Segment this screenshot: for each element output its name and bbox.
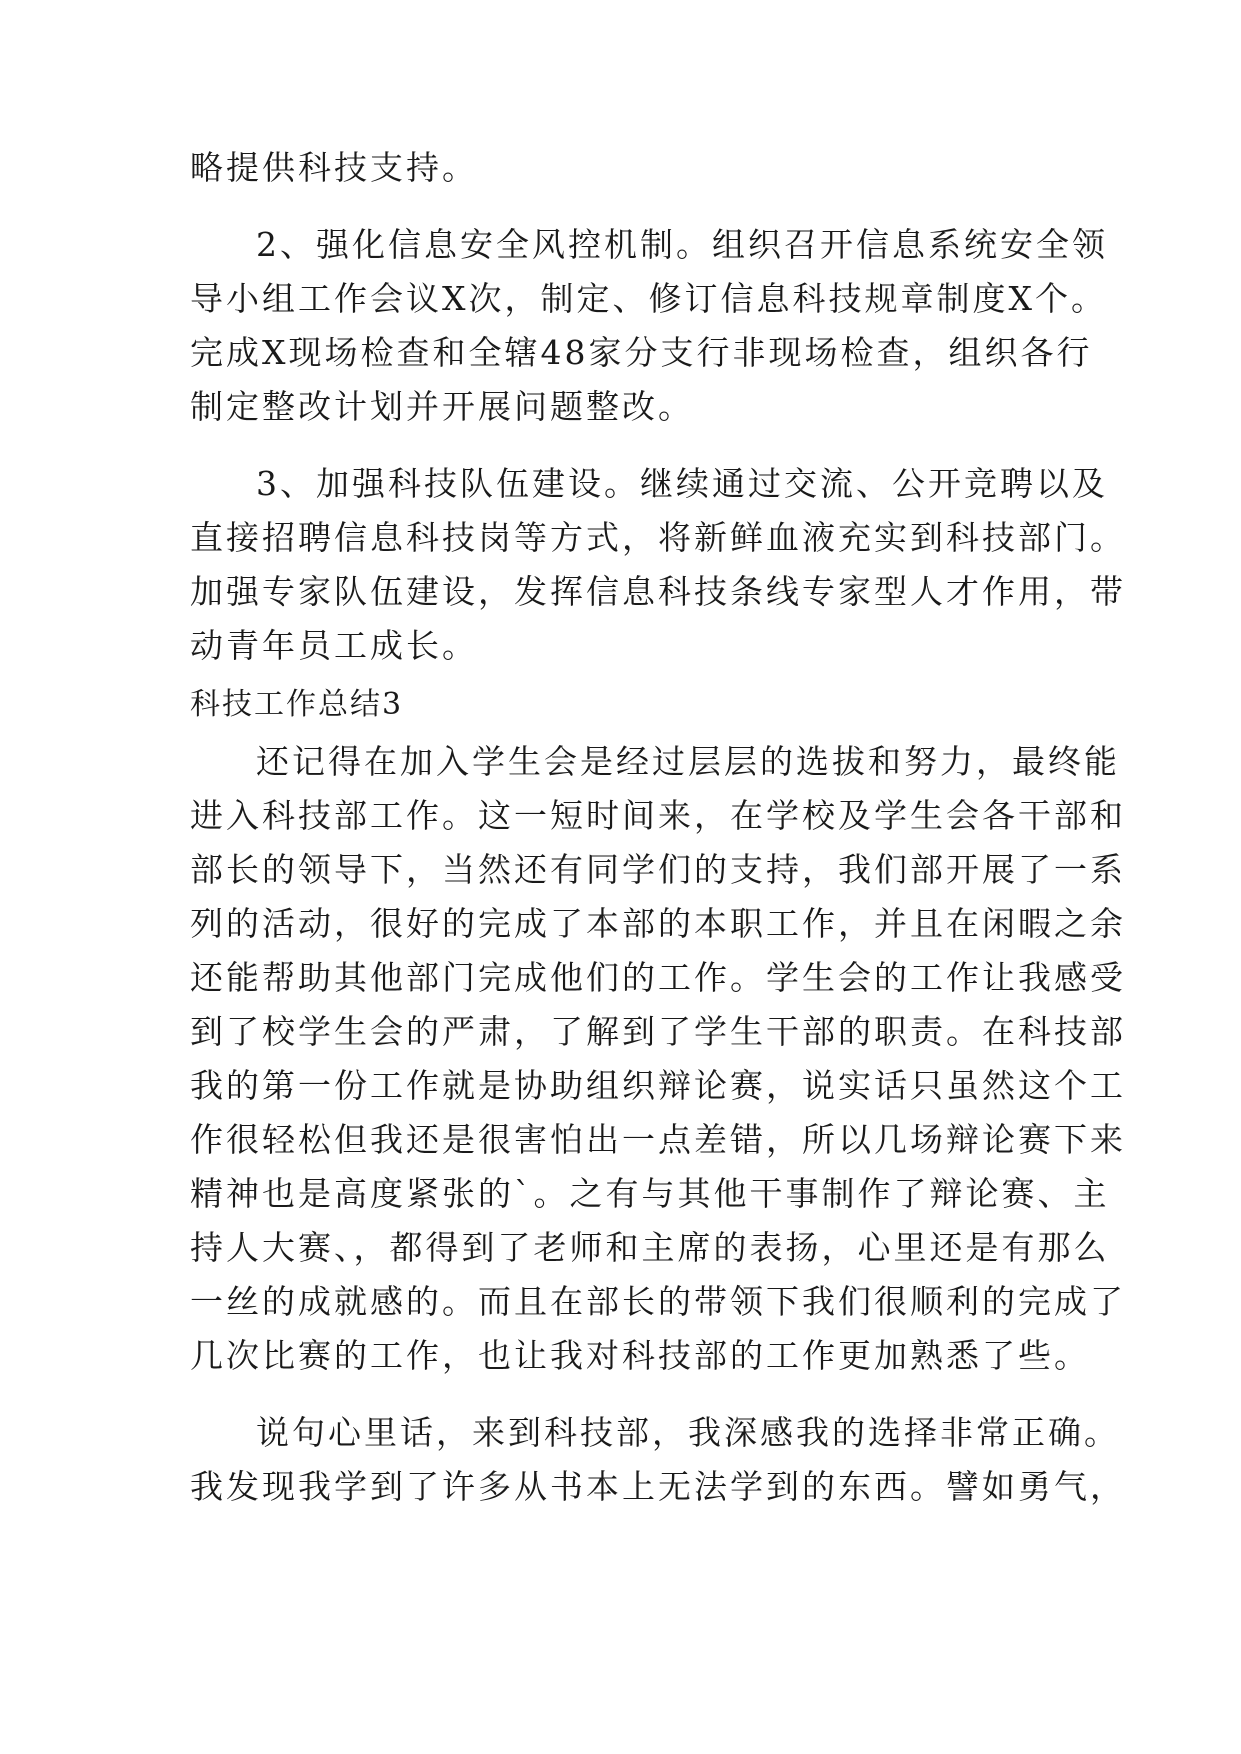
text-line: 说句心里话，来到科技部，我深感我的选择非常正确。 xyxy=(256,1413,1120,1452)
text-line: 导小组工作会议X次，制定、修订信息科技规章制度X个。 xyxy=(190,279,1107,318)
text-line: 精神也是高度紧张的`。之有与其他干事制作了辩论赛、主 xyxy=(190,1174,1110,1213)
text-line: 持人大赛、，都得到了老师和主席的表扬，心里还是有那么 xyxy=(190,1228,1110,1267)
text-line: 略提供科技支持。 xyxy=(190,148,478,187)
text-line: 部长的领导下，当然还有同学们的支持，我们部开展了一系 xyxy=(190,850,1126,889)
text-line: 一丝的成就感的。而且在部长的带领下我们很顺利的完成了 xyxy=(190,1282,1126,1321)
section-heading: 科技工作总结3 xyxy=(190,687,404,722)
text-line: 几次比赛的工作，也让我对科技部的工作更加熟悉了些。 xyxy=(190,1336,1090,1375)
text-line: 还能帮助其他部门完成他们的工作。学生会的工作让我感受 xyxy=(190,958,1126,997)
text-line: 制定整改计划并开展问题整改。 xyxy=(190,387,694,426)
text-line: 动青年员工成长。 xyxy=(190,626,478,665)
text-line: 直接招聘信息科技岗等方式，将新鲜血液充实到科技部门。 xyxy=(190,518,1126,557)
text-line: 列的活动，很好的完成了本部的本职工作，并且在闲暇之余 xyxy=(190,904,1126,943)
text-line: 到了校学生会的严肃，了解到了学生干部的职责。在科技部 xyxy=(190,1012,1126,1051)
text-line: 作很轻松但我还是很害怕出一点差错，所以几场辩论赛下来 xyxy=(190,1120,1126,1159)
text-line: 我的第一份工作就是协助组织辩论赛，说实话只虽然这个工 xyxy=(190,1066,1126,1105)
text-line: 进入科技部工作。这一短时间来，在学校及学生会各干部和 xyxy=(190,796,1126,835)
text-line: 2、强化信息安全风控机制。组织召开信息系统安全领 xyxy=(256,225,1108,264)
text-line: 3、加强科技队伍建设。继续通过交流、公开竞聘以及 xyxy=(256,464,1108,503)
text-line: 加强专家队伍建设，发挥信息科技条线专家型人才作用，带 xyxy=(190,572,1126,611)
text-line: 完成X现场检查和全辖48家分支行非现场检查，组织各行 xyxy=(190,333,1093,372)
text-line: 还记得在加入学生会是经过层层的选拔和努力，最终能 xyxy=(256,742,1120,781)
text-line: 我发现我学到了许多从书本上无法学到的东西。譬如勇气， xyxy=(190,1467,1126,1506)
